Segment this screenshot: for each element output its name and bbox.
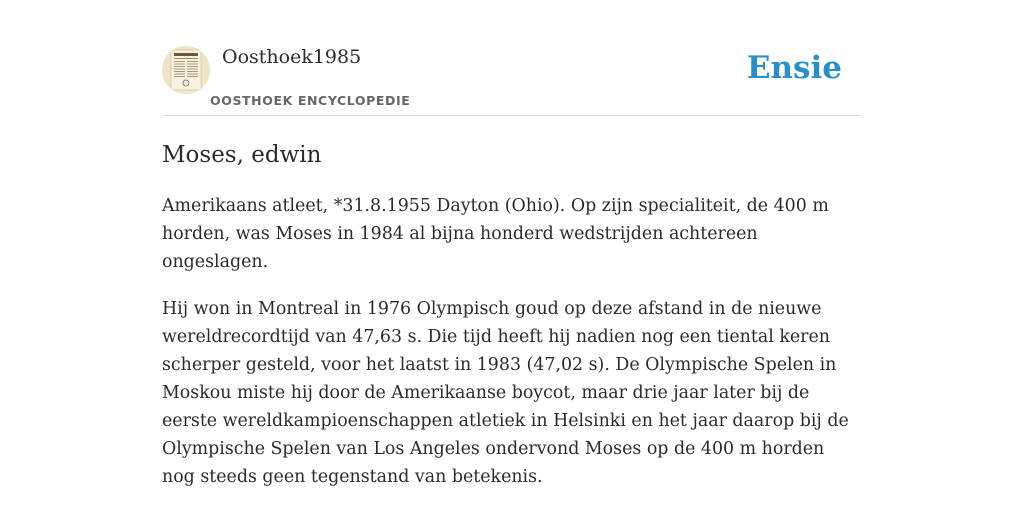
avatar[interactable]	[162, 46, 210, 94]
article-title: Moses, edwin	[162, 142, 322, 168]
article-paragraph-2: Hij won in Montreal in 1976 Olympisch goud op deze afstand in de nieuwe wereldrecordtijd van 47,63 s. Die tijd heeft hij nadien nog een tiental keren scherper gesteld, voor het laatst in 1983 (47,02 s). De Olympische Spelen in Moskou miste hij door de Amerikaanse boycot, maar drie jaar later bij de eerste wereldkampioenschappen atletiek in Helsinki en het jaar daarop bij de Olympische Spelen van Los Angeles ondervond Moses op de 400 m horden nog steeds geen tegenstand van betekenis.	[162, 299, 849, 487]
article-paragraph-1: Amerikaans atleet, *31.8.1955 Dayton (Ohio). Op zijn specialiteit, de 400 m horden, was Moses in 1984 al bijna honderd wedstrijden achtereen ongeslagen.	[162, 196, 829, 272]
article-card	[162, 40, 862, 491]
article-header	[162, 40, 862, 116]
brand-logo[interactable]: Ensie	[746, 50, 842, 86]
source-label: OOSTHOEK ENCYCLOPEDIE	[210, 93, 411, 108]
author-name[interactable]: Oosthoek1985	[222, 46, 362, 68]
encyclopedia-page-icon	[162, 46, 210, 94]
